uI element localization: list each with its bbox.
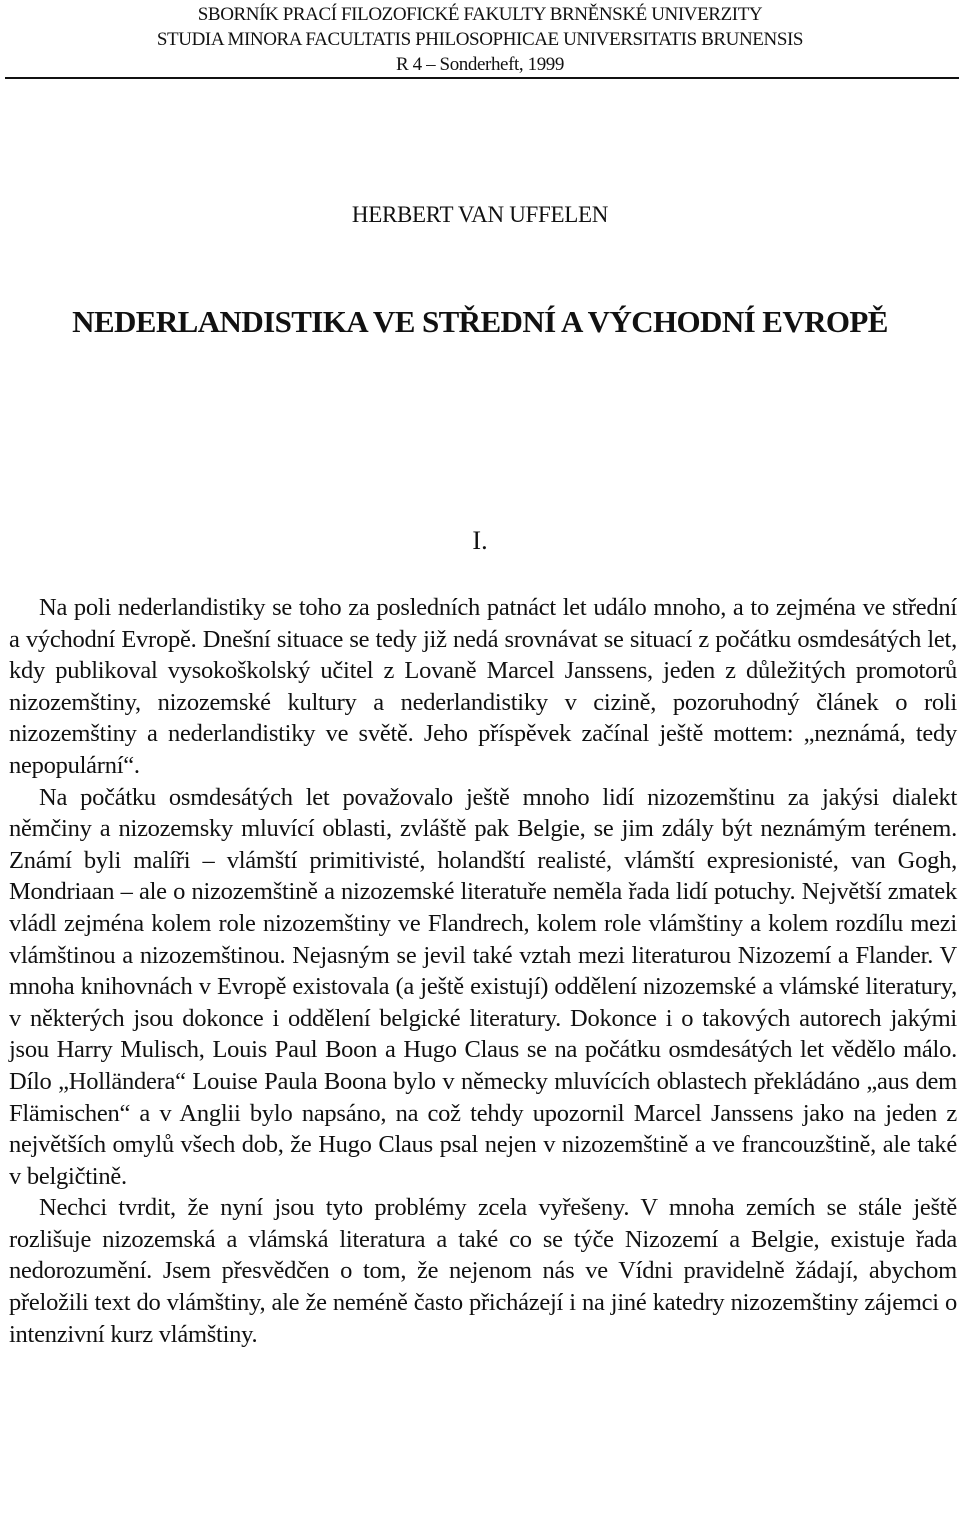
- paragraph-2: Na počátku osmdesátých let považovalo ještě mnoho lidí nizozemštinu za jakýsi dialekt němčiny a nizozemsky mluvící oblasti, zvláště pak Belgie, se jim zdály být neznámým terénem. Známí byli malíři – vlámští primitivisté, holandští realisté, vlámští expresionisté, van Gogh, Mondriaan – ale o nizozemštině a nizozemské literatuře neměla řada lidí potuchy. Největší zmatek vládl zejména kolem role nizozemštiny ve Flandrech, kolem role vlámštiny a kolem rozdílu mezi vlámštinou a nizozemštinou. Nejasným se jevil také vztah mezi literaturou Nizozemí a Flander. V mnoha knihovnách v Evropě existovala (a ještě existují) oddělení nizozemské a vlámské literatury, v některých jsou dokonce i oddělení belgické literatury. Dokonce i o takových autorech jakými jsou Harry Mulisch, Louis Paul Boon a Hugo Claus se na počátku osmdesátých let vědělo málo. Dílo „Holländera“ Louise Paula Boona bylo v německy mluvících oblastech překládáno „aus dem Flämischen“ a v Anglii bylo napsáno, na což tehdy upozornil Marcel Janssens jako na jeden z největších omylů všech dob, že Hugo Claus psal nejen v nizozemštině a ve francouzštině, ale také v belgičtině.: [9, 783, 957, 1190]
- header-divider: [5, 77, 959, 79]
- journal-header-line-1: SBORNÍK PRACÍ FILOZOFICKÉ FAKULTY BRNĚNSKÉ UNIVERZITY: [197, 4, 763, 25]
- journal-header-line-3: R 4 – Sonderheft, 1999: [396, 54, 564, 75]
- author-name: HERBERT VAN UFFELEN: [351, 202, 609, 227]
- article-title: NEDERLANDISTIKA VE STŘEDNÍ A VÝCHODNÍ EVROPĚ: [72, 304, 888, 339]
- section-number: I.: [472, 526, 488, 555]
- journal-header: [0, 2, 960, 77]
- journal-header-line-2: STUDIA MINORA FACULTATIS PHILOSOPHICAE UNIVERSITATIS BRUNENSIS: [156, 29, 804, 50]
- body-text: [9, 592, 957, 1350]
- paragraph-3: Nechci tvrdit, že nyní jsou tyto problémy zcela vyřešeny. V mnoha zemích se stále ještě rozlišuje nizozemská a vlámská literatura a také co se týče Nizozemí a Belgie, existuje řada nedorozumění. Jsem přesvědčen o tom, že nejenom nás ve Vídni pravidelně žádají, abychom přeložili text do vlámštiny, ale že neméně často přicházejí i na jiné katedry nizozemštiny zájemci o intenzivní kurz vlámštiny.: [9, 1194, 957, 1348]
- paragraph-1: Na poli nederlandistiky se toho za posledních patnáct let událo mnoho, a to zejména ve střední a východní Evropě. Dnešní situace se tedy již nedá srovnávat se situací z počátku osmdesátých let, kdy publikoval vysokoškolský učitel z Lovaně Marcel Janssens, jeden z důležitých promotorů nizozemštiny, nizozemské kultury a nederlandistiky v cizině, pozoruhodný článek o roli nizozemštiny a nederlandistiky ve světě. Jeho příspěvek začínal ještě mottem: „neznámá, tedy nepopulární“.: [9, 594, 957, 779]
